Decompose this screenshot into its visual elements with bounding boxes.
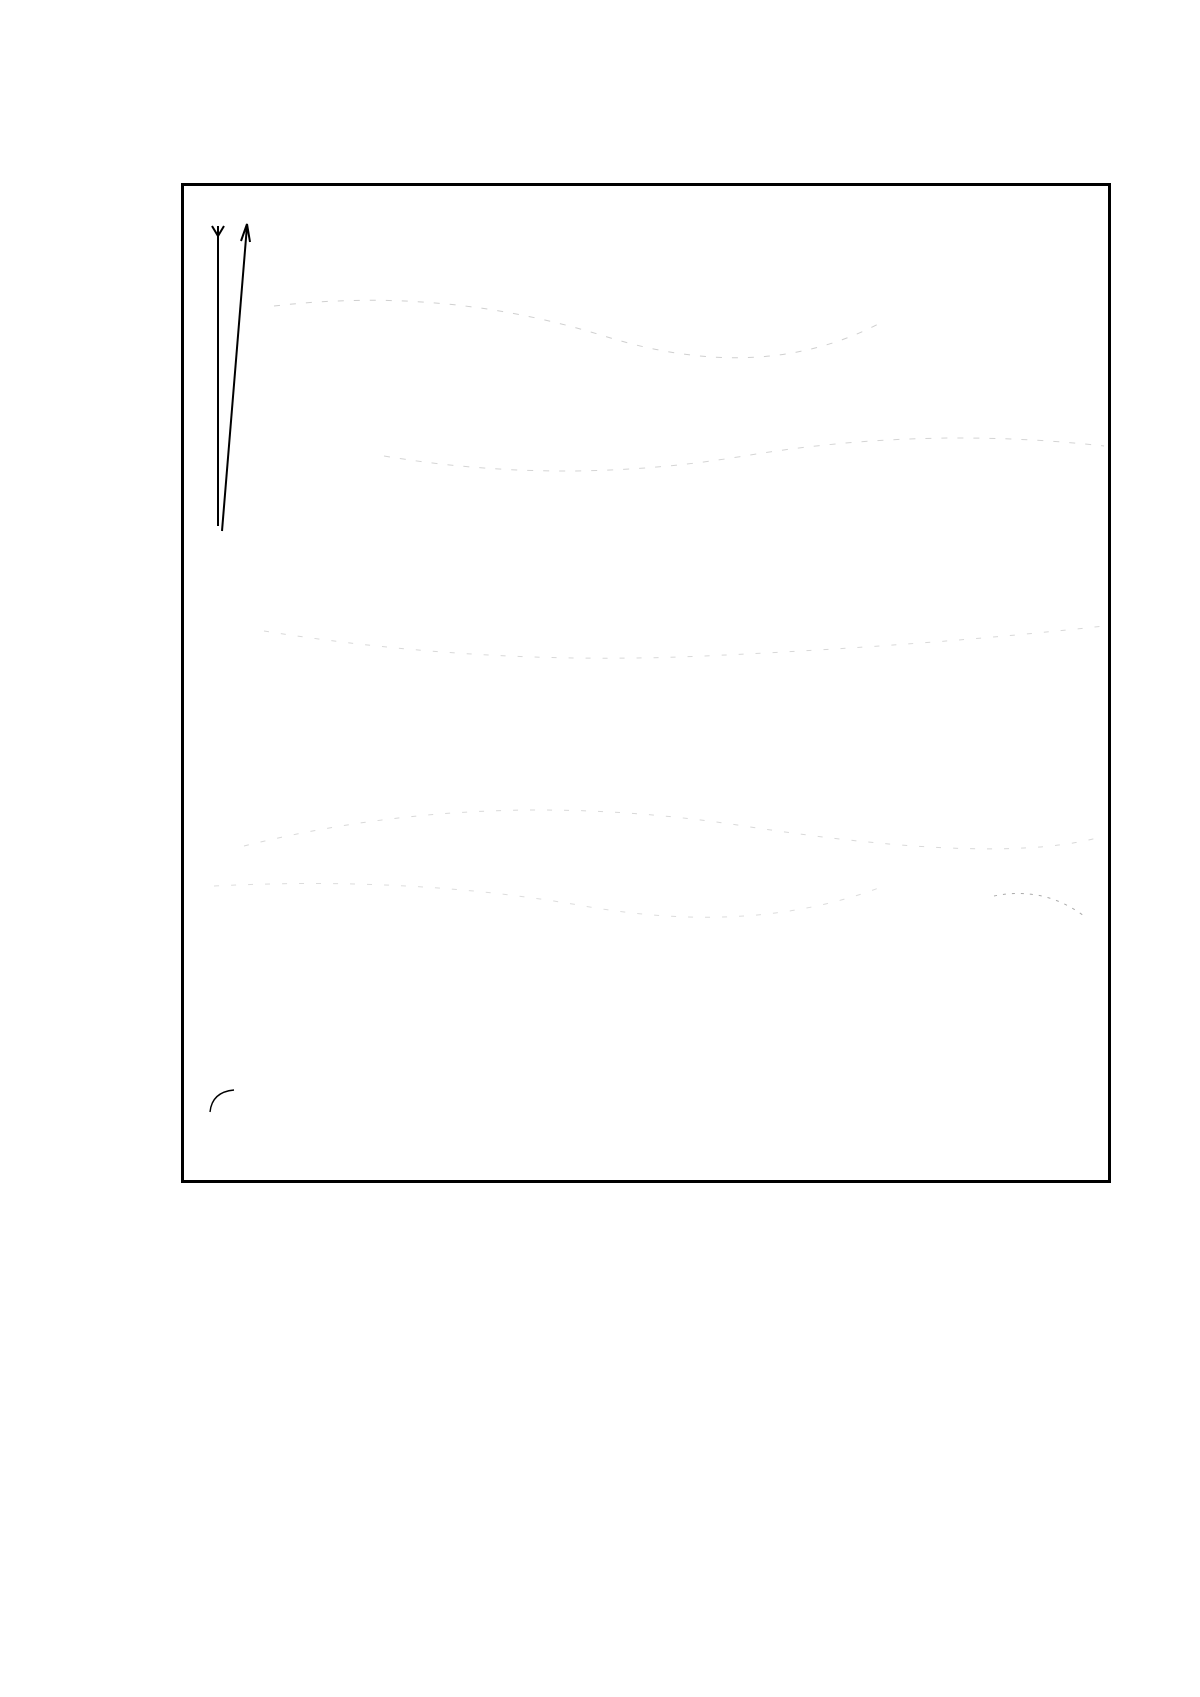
kurgan-mound-arc	[994, 894, 1084, 917]
contour-line	[274, 300, 884, 357]
map-frame	[181, 183, 1111, 1183]
contour-line	[384, 438, 1104, 471]
contour-line	[244, 810, 1104, 849]
contour-line	[264, 626, 1104, 658]
kurgan-mound-icon	[206, 1086, 240, 1116]
map-drawing	[184, 186, 1108, 1180]
scale-bar	[778, 1080, 1068, 1140]
contour-line	[214, 884, 884, 918]
north-arrow-icon	[222, 226, 247, 531]
